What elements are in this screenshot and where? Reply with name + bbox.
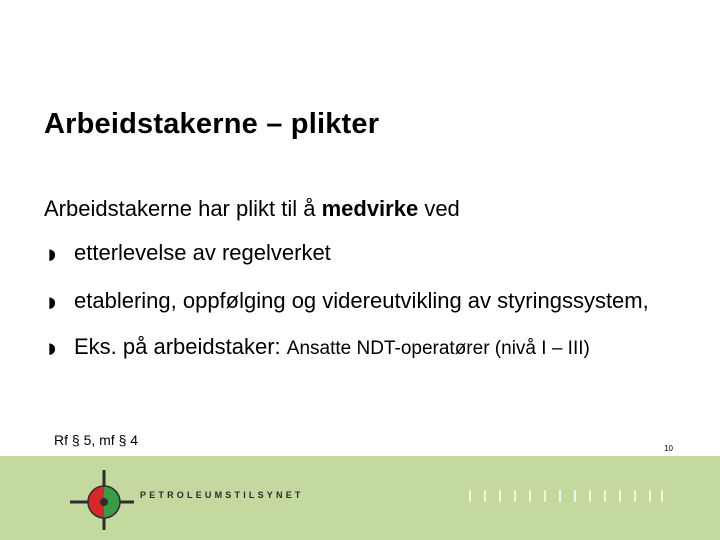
bullet-text: etterlevelse av regelverket (74, 240, 331, 265)
slide-title: Arbeidstakerne – plikter (44, 108, 380, 140)
bullet-item (44, 240, 694, 266)
bullet-text-large: Eks. på arbeidstaker: (74, 334, 287, 359)
bullet-item (44, 334, 694, 362)
page-number: 10 (664, 444, 673, 453)
bullet-text: etablering, oppfølging og videreutvikling av styringssystem, (74, 288, 649, 313)
bullet-icon: ◗ (48, 293, 56, 311)
ptil-crosshair-logo-icon (70, 470, 134, 530)
bullet-text-small: Ansatte NDT-operatører (nivå I – III) (286, 338, 590, 359)
intro-text-before: Arbeidstakerne har plikt til å (44, 196, 322, 221)
bullet-list (44, 240, 694, 362)
footer-ticks (468, 490, 664, 502)
bullet-icon: ◗ (48, 339, 56, 357)
intro-line (44, 196, 460, 222)
bullet-icon: ◗ (48, 245, 56, 263)
intro-emphasis: medvirke (321, 196, 419, 221)
bullet-item (44, 288, 694, 314)
intro-text-after: ved (418, 196, 460, 221)
reference-text: Rf § 5, mf § 4 (54, 432, 139, 448)
brand-wordmark: PETROLEUMSTILSYNET (140, 490, 304, 500)
